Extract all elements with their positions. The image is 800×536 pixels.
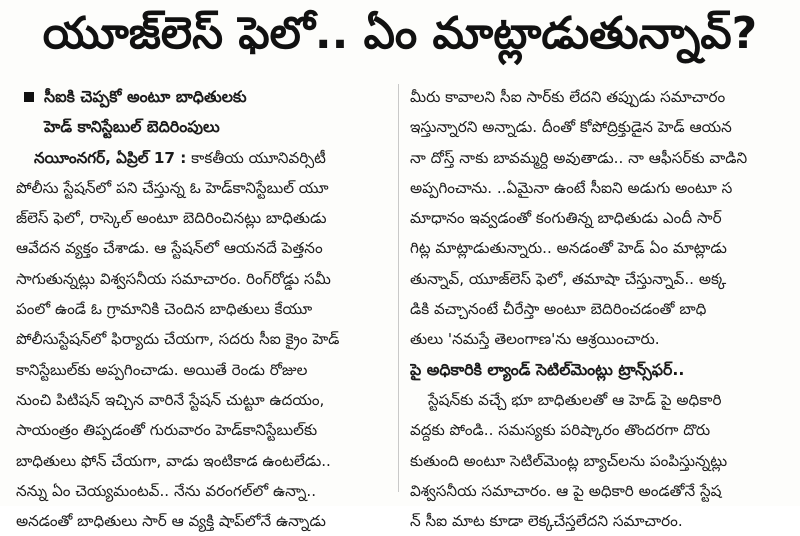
subheading: పై అధికారికి ల్యాండ్ సెటిల్‌మెంట్లు ట్రాన్స్‌ఫర్.. <box>410 359 685 379</box>
body-line: తున్నావ్, యూజ్‌లెస్ ఫెలో, తమాషా చేస్తున్నావ్.. అక్క <box>410 269 727 288</box>
body-line: వద్దకు పోండి.. సమస్యకు పరిష్కారం తొందరగా దొరు <box>410 421 711 440</box>
body-line: గిట్ల మాట్లాడుతున్నారు.. అనడంతో హెడ్ ఏం మాట్లాడు <box>410 239 727 258</box>
body-line: కుతుంది అంటూ సెటిల్‌మెంట్ల బ్యాచ్‌లను పంపిస్తున్నట్లు <box>410 451 728 470</box>
body-line: నన్ను ఏం చెయ్యమంటవ్.. నేను వరంగల్‌లో ఉన్నా.. <box>16 481 317 500</box>
body-line: పోలీసు స్టేషన్‌లో పని చేస్తున్న ఓ హెడ్‌కానిస్టేబుల్ యూ <box>16 178 329 197</box>
body-line: పంలో ఉండే ఓ గ్రామానికి చెందిన బాధితులు కేయూ <box>16 300 313 319</box>
body-line: బాధితులు ఫోన్ చేయగా, వాడు ఇంటికాడ ఉంటలేడు.. <box>16 451 331 470</box>
body-line: సాయంత్రం తిప్పడంతో గురువారం హెడ్‌కానిస్టేబుల్‌కు <box>16 421 318 440</box>
body-line: మీరు కావాలని సీఐ సార్‌కు లేదని తప్పుడు సమాచారం <box>410 88 726 106</box>
body-line: విశ్వసనీయ సమాచారం. ఆ పై అధికారి అండతోనే స్టేష <box>410 481 722 500</box>
article-column-right <box>410 82 784 536</box>
body-line: ఆవేదన వ్యక్తం చేశాడు. ఆ స్టేషన్‌లో ఆయనదే పెత్తనం <box>16 239 323 258</box>
kicker-line-1: సీఐకి చెప్పకో అంటూ బాధితులకు <box>16 82 388 112</box>
body-line: తులు 'నమస్తే తెలంగాణ'ను ఆశ్రయించారు. <box>410 330 660 349</box>
body-line: అప్పగించాను. ..ఏమైనా ఉంటే సీఐని అడుగు అంటూ స <box>410 178 733 197</box>
kicker-line-2: హెడ్ కానిస్టేబుల్ బెదిరింపులు <box>44 117 220 137</box>
body-line: మాధానం ఇవ్వడంతో కంగుతిన్న బాధితుడు ఎందీ సార్ <box>410 209 722 228</box>
column-divider <box>398 84 399 492</box>
body-line: నయీంనగర్, ఏప్రిల్ 17 : కాకతీయ యూనివర్సిటీ <box>16 143 388 173</box>
article-column-left <box>16 82 388 536</box>
body-line: జ్‌లెస్ ఫెలో, రాస్కెల్ అంటూ బెదిరించినట్లు బాధితుడు <box>16 209 327 228</box>
body-line: డికి వచ్చానంటే చీరేస్తా అంటూ బెదిరించడంతో బాధి <box>410 300 707 319</box>
body-line: న్ సీఐ మాట కూడా లెక్కచేస్తలేదని సమాచారం. <box>410 512 683 531</box>
body-line: సాగుతున్నట్లు విశ్వసనీయ సమాచారం. రింగ్‌రోడ్డు సమీ <box>16 269 331 288</box>
bullet-square-icon <box>24 92 34 102</box>
body-line: ఇస్తున్నారని అన్నాడు. దీంతో కోపోద్రిక్తుడైన హెడ్ ఆయన <box>410 118 732 137</box>
body-line: కానిస్టేబుల్‌కు అప్పగించాడు. అయితే రెండు రోజుల <box>16 360 308 379</box>
body-line: స్టేషన్‌కు వచ్చే భూ బాధితులతో ఆ హెడ్ పై అధికారి <box>428 390 722 409</box>
body-line: నా దోస్త్ నాకు బావమ్మర్ది అవుతాడు.. నా ఆఫీసర్‌కు వాడిని <box>410 148 748 167</box>
dateline: నయీంనగర్, ఏప్రిల్ 17 : <box>34 148 187 167</box>
body-line: అనడంతో బాధితులు సార్ ఆ వ్యక్తి షాప్‌లోనే ఉన్నాడు <box>16 512 326 531</box>
headline: యూజ్‌లెస్ ఫెలో.. ఏం మాట్లాడుతున్నావ్? <box>42 8 758 59</box>
body-line: నుంచి పిటిషన్ ఇచ్చిన వారినే స్టేషన్ చుట్టూ ఉదయం, <box>16 390 325 409</box>
body-line: పోలీసుస్టేషన్‌లో ఫిర్యాదు చేయగా, సదరు సీఐ క్రైం హెడ్ <box>16 330 340 349</box>
